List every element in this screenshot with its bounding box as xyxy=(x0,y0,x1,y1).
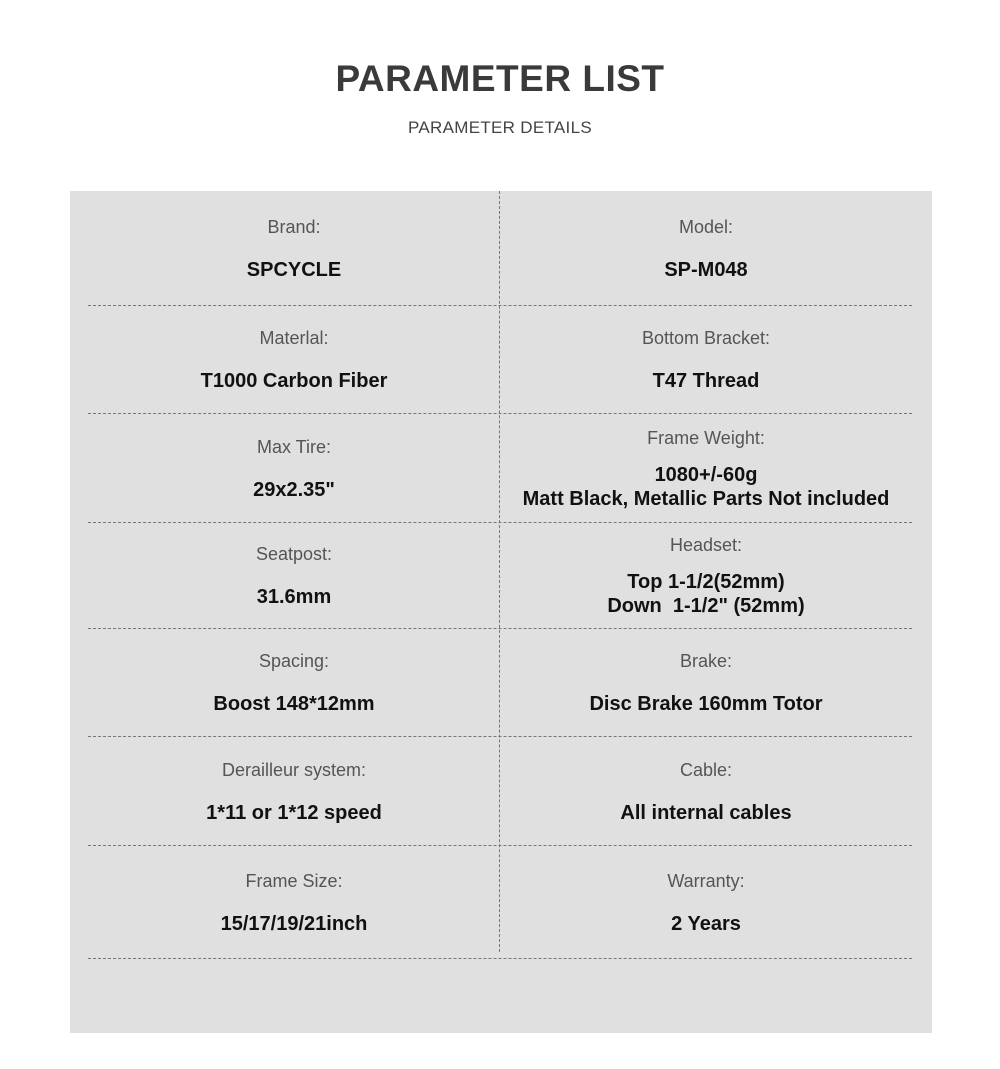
param-cell-material xyxy=(88,306,500,413)
param-label: Brake: xyxy=(679,651,733,671)
param-cell-max-tire xyxy=(88,414,500,522)
param-row xyxy=(88,306,912,414)
param-value: T1000 Carbon Fiber xyxy=(200,370,388,392)
param-cell-model xyxy=(500,191,912,305)
param-value: 15/17/19/21inch xyxy=(220,912,368,935)
param-value: 1080+/-60g xyxy=(654,463,758,486)
param-row xyxy=(88,191,912,306)
param-value: Top 1-1/2(52mm) xyxy=(627,571,785,593)
param-label: Bottom Bracket: xyxy=(641,328,771,348)
page-title: PARAMETER LIST xyxy=(335,58,665,99)
param-label: Derailleur system: xyxy=(221,759,367,780)
param-cell-warranty xyxy=(500,846,912,958)
param-value-line2: Matt Black, Metallic Parts Not included xyxy=(522,487,890,510)
param-cell-seatpost xyxy=(88,523,500,628)
param-value: Boost 148*12mm xyxy=(213,693,375,715)
param-cell-headset xyxy=(500,523,912,628)
param-label: Model: xyxy=(678,216,734,237)
param-value: 29x2.35" xyxy=(253,478,335,501)
page-subtitle: PARAMETER DETAILS xyxy=(408,118,592,137)
param-row xyxy=(88,737,912,846)
param-value: 1*11 or 1*12 speed xyxy=(206,801,382,824)
param-row xyxy=(88,846,912,959)
param-cell-derailleur xyxy=(88,737,500,845)
param-value: Disc Brake 160mm Totor xyxy=(589,693,823,715)
param-cell-spacing xyxy=(88,629,500,736)
param-value: 31.6mm xyxy=(256,586,332,608)
param-label: Cable: xyxy=(679,759,733,780)
param-cell-brand xyxy=(88,191,500,305)
param-label: Warranty: xyxy=(667,870,745,891)
param-row xyxy=(88,414,912,523)
param-label: Spacing: xyxy=(258,651,330,671)
param-value: SPCYCLE xyxy=(246,258,342,281)
param-cell-bottom-bracket xyxy=(500,306,912,413)
param-value: T47 Thread xyxy=(652,370,760,392)
param-value: All internal cables xyxy=(620,801,792,824)
parameter-panel xyxy=(70,191,932,1033)
param-value: SP-M048 xyxy=(664,258,748,281)
param-label: Seatpost: xyxy=(255,544,333,564)
param-value-line2: Down 1-1/2" (52mm) xyxy=(607,595,805,617)
param-row xyxy=(88,523,912,629)
param-label: Frame Size: xyxy=(245,870,343,891)
param-label: Materlal: xyxy=(259,328,329,348)
param-cell-cable xyxy=(500,737,912,845)
param-value: 2 Years xyxy=(671,912,741,935)
param-cell-brake xyxy=(500,629,912,736)
param-label: Max Tire: xyxy=(256,436,331,457)
param-label: Frame Weight: xyxy=(647,427,765,448)
parameter-grid xyxy=(88,191,912,959)
param-label: Brand: xyxy=(267,216,321,237)
param-cell-frame-size xyxy=(88,846,500,958)
param-label: Headset: xyxy=(669,535,743,555)
param-cell-frame-weight xyxy=(500,414,912,522)
param-row xyxy=(88,629,912,737)
